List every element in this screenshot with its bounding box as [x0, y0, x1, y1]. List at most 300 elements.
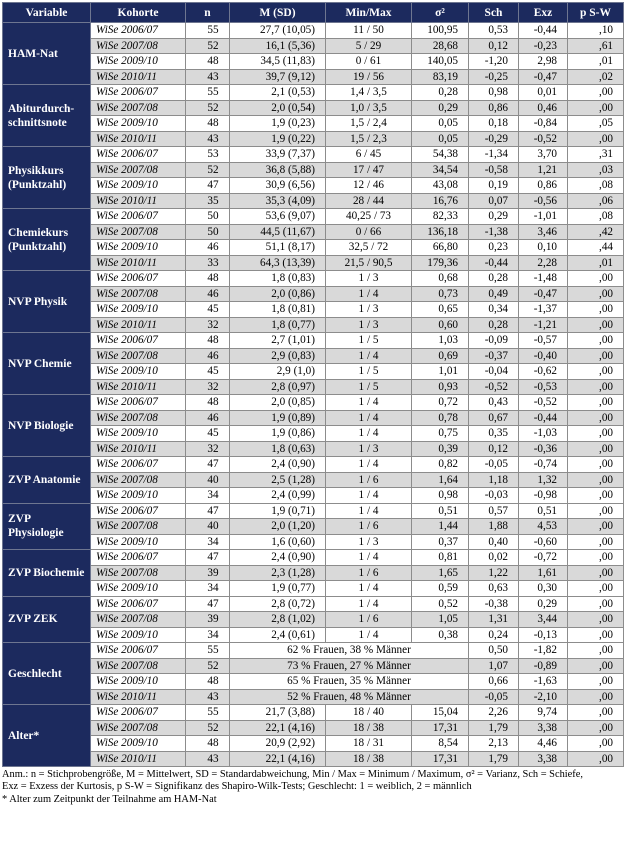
- table-row: [3, 333, 624, 349]
- n-cell: 45: [186, 302, 230, 318]
- excess-cell: -0,57: [519, 333, 568, 349]
- table-row: [3, 23, 624, 39]
- excess-cell: -1,21: [519, 317, 568, 333]
- n-cell: 55: [186, 643, 230, 659]
- cohort-cell: WiSe 2010/11: [91, 441, 186, 457]
- excess-cell: 4,53: [519, 519, 568, 535]
- cohort-cell: WiSe 2009/10: [91, 426, 186, 442]
- skewness-cell: 0,29: [469, 209, 519, 225]
- table-row: [3, 364, 624, 380]
- table-notes: [2, 769, 623, 806]
- cohort-cell: WiSe 2010/11: [91, 131, 186, 147]
- excess-cell: 1,32: [519, 472, 568, 488]
- header-variance: σ²: [412, 3, 469, 23]
- cohort-cell: WiSe 2006/07: [91, 333, 186, 349]
- variance-cell: 0,28: [412, 85, 469, 101]
- variance-cell: 0,69: [412, 348, 469, 364]
- skewness-cell: 0,28: [469, 271, 519, 287]
- variable-label: Chemiekurs (Punktzahl): [3, 209, 91, 271]
- table-row: [3, 255, 624, 271]
- mean-sd-cell: 34,5 (11,83): [230, 54, 326, 70]
- p-sw-cell: ,42: [568, 224, 624, 240]
- p-sw-cell: ,00: [568, 674, 624, 690]
- gender-distribution-cell: 65 % Frauen, 35 % Männer: [230, 674, 469, 690]
- excess-cell: 0,51: [519, 503, 568, 519]
- n-cell: 52: [186, 658, 230, 674]
- excess-cell: -0,40: [519, 348, 568, 364]
- skewness-cell: 0,34: [469, 302, 519, 318]
- header-n: n: [186, 3, 230, 23]
- variance-cell: 0,51: [412, 503, 469, 519]
- p-sw-cell: ,00: [568, 705, 624, 721]
- min-max-cell: 18 / 40: [326, 705, 412, 721]
- p-sw-cell: ,00: [568, 364, 624, 380]
- p-sw-cell: ,00: [568, 565, 624, 581]
- cohort-cell: WiSe 2010/11: [91, 751, 186, 767]
- mean-sd-cell: 20,9 (2,92): [230, 736, 326, 752]
- n-cell: 47: [186, 178, 230, 194]
- table-row: [3, 705, 624, 721]
- p-sw-cell: ,00: [568, 596, 624, 612]
- excess-cell: 0,10: [519, 240, 568, 256]
- variance-cell: 100,95: [412, 23, 469, 39]
- skewness-cell: -0,04: [469, 364, 519, 380]
- n-cell: 39: [186, 612, 230, 628]
- cohort-cell: WiSe 2009/10: [91, 240, 186, 256]
- skewness-cell: 0,40: [469, 534, 519, 550]
- mean-sd-cell: 53,6 (9,07): [230, 209, 326, 225]
- table-row: [3, 565, 624, 581]
- n-cell: 46: [186, 240, 230, 256]
- n-cell: 50: [186, 224, 230, 240]
- p-sw-cell: ,01: [568, 54, 624, 70]
- min-max-cell: 1 / 4: [326, 596, 412, 612]
- n-cell: 48: [186, 395, 230, 411]
- p-sw-cell: ,00: [568, 317, 624, 333]
- excess-cell: 3,44: [519, 612, 568, 628]
- cohort-cell: WiSe 2009/10: [91, 534, 186, 550]
- table-row: [3, 441, 624, 457]
- excess-cell: 2,28: [519, 255, 568, 271]
- p-sw-cell: ,08: [568, 209, 624, 225]
- n-cell: 34: [186, 627, 230, 643]
- p-sw-cell: ,00: [568, 534, 624, 550]
- variable-label: ZVP ZEK: [3, 596, 91, 643]
- min-max-cell: 1 / 5: [326, 364, 412, 380]
- mean-sd-cell: 2,8 (1,02): [230, 612, 326, 628]
- variance-cell: 43,08: [412, 178, 469, 194]
- n-cell: 43: [186, 689, 230, 705]
- variance-cell: 136,18: [412, 224, 469, 240]
- variance-cell: 1,05: [412, 612, 469, 628]
- min-max-cell: 1 / 3: [326, 302, 412, 318]
- statistics-table: [2, 2, 624, 767]
- mean-sd-cell: 27,7 (10,05): [230, 23, 326, 39]
- skewness-cell: -0,05: [469, 457, 519, 473]
- min-max-cell: 1 / 5: [326, 379, 412, 395]
- excess-cell: -1,37: [519, 302, 568, 318]
- variance-cell: 0,52: [412, 596, 469, 612]
- excess-cell: -0,13: [519, 627, 568, 643]
- cohort-cell: WiSe 2010/11: [91, 317, 186, 333]
- excess-cell: 1,61: [519, 565, 568, 581]
- p-sw-cell: ,06: [568, 193, 624, 209]
- skewness-cell: 0,12: [469, 441, 519, 457]
- skewness-cell: 1,18: [469, 472, 519, 488]
- cohort-cell: WiSe 2007/08: [91, 658, 186, 674]
- excess-cell: -0,47: [519, 69, 568, 85]
- p-sw-cell: ,00: [568, 131, 624, 147]
- skewness-cell: 1,88: [469, 519, 519, 535]
- variance-cell: 17,31: [412, 720, 469, 736]
- variance-cell: 0,98: [412, 488, 469, 504]
- variance-cell: 0,29: [412, 100, 469, 116]
- mean-sd-cell: 21,7 (3,88): [230, 705, 326, 721]
- variance-cell: 15,04: [412, 705, 469, 721]
- excess-cell: 0,86: [519, 178, 568, 194]
- table-row: [3, 596, 624, 612]
- n-cell: 39: [186, 565, 230, 581]
- min-max-cell: 32,5 / 72: [326, 240, 412, 256]
- min-max-cell: 1 / 6: [326, 472, 412, 488]
- mean-sd-cell: 2,4 (0,99): [230, 488, 326, 504]
- p-sw-cell: ,02: [568, 69, 624, 85]
- table-row: [3, 581, 624, 597]
- min-max-cell: 0 / 61: [326, 54, 412, 70]
- p-sw-cell: ,00: [568, 85, 624, 101]
- skewness-cell: 1,31: [469, 612, 519, 628]
- excess-cell: -1,01: [519, 209, 568, 225]
- n-cell: 40: [186, 519, 230, 535]
- n-cell: 47: [186, 457, 230, 473]
- min-max-cell: 21,5 / 90,5: [326, 255, 412, 271]
- skewness-cell: 0,66: [469, 674, 519, 690]
- p-sw-cell: ,00: [568, 612, 624, 628]
- excess-cell: -0,44: [519, 410, 568, 426]
- skewness-cell: -0,38: [469, 596, 519, 612]
- min-max-cell: 18 / 38: [326, 751, 412, 767]
- variance-cell: 0,93: [412, 379, 469, 395]
- mean-sd-cell: 51,1 (8,17): [230, 240, 326, 256]
- variance-cell: 0,68: [412, 271, 469, 287]
- p-sw-cell: ,00: [568, 472, 624, 488]
- excess-cell: 9,74: [519, 705, 568, 721]
- table-row: [3, 317, 624, 333]
- min-max-cell: 40,25 / 73: [326, 209, 412, 225]
- skewness-cell: -1,38: [469, 224, 519, 240]
- min-max-cell: 1 / 4: [326, 286, 412, 302]
- gender-distribution-cell: 73 % Frauen, 27 % Männer: [230, 658, 469, 674]
- table-row: [3, 534, 624, 550]
- table-row: [3, 162, 624, 178]
- excess-cell: 3,46: [519, 224, 568, 240]
- skewness-cell: 0,19: [469, 178, 519, 194]
- table-row: [3, 271, 624, 287]
- min-max-cell: 1 / 4: [326, 627, 412, 643]
- min-max-cell: 1,5 / 2,4: [326, 116, 412, 132]
- variable-label: Geschlecht: [3, 643, 91, 705]
- mean-sd-cell: 1,9 (0,77): [230, 581, 326, 597]
- table-row: [3, 286, 624, 302]
- excess-cell: -2,10: [519, 689, 568, 705]
- excess-cell: 0,30: [519, 581, 568, 597]
- gender-distribution-cell: 62 % Frauen, 38 % Männer: [230, 643, 469, 659]
- variance-cell: 0,38: [412, 627, 469, 643]
- min-max-cell: 18 / 31: [326, 736, 412, 752]
- excess-cell: 2,98: [519, 54, 568, 70]
- p-sw-cell: ,00: [568, 519, 624, 535]
- table-row: [3, 751, 624, 767]
- skewness-cell: -0,44: [469, 255, 519, 271]
- min-max-cell: 1 / 3: [326, 317, 412, 333]
- cohort-cell: WiSe 2007/08: [91, 720, 186, 736]
- skewness-cell: 0,86: [469, 100, 519, 116]
- variable-label: ZVP Biochemie: [3, 550, 91, 597]
- min-max-cell: 1 / 4: [326, 348, 412, 364]
- gender-distribution-cell: 52 % Frauen, 48 % Männer: [230, 689, 469, 705]
- min-max-cell: 1,0 / 3,5: [326, 100, 412, 116]
- variable-label: ZVP Physiologie: [3, 503, 91, 550]
- p-sw-cell: ,00: [568, 441, 624, 457]
- cohort-cell: WiSe 2006/07: [91, 271, 186, 287]
- cohort-cell: WiSe 2006/07: [91, 147, 186, 163]
- p-sw-cell: ,00: [568, 271, 624, 287]
- skewness-cell: 1,79: [469, 720, 519, 736]
- p-sw-cell: ,00: [568, 689, 624, 705]
- excess-cell: -0,98: [519, 488, 568, 504]
- variance-cell: 140,05: [412, 54, 469, 70]
- min-max-cell: 0 / 66: [326, 224, 412, 240]
- mean-sd-cell: 35,3 (4,09): [230, 193, 326, 209]
- variable-label: NVP Chemie: [3, 333, 91, 395]
- variable-label: Physikkurs (Punktzahl): [3, 147, 91, 209]
- mean-sd-cell: 2,4 (0,90): [230, 457, 326, 473]
- table-row: [3, 720, 624, 736]
- mean-sd-cell: 1,8 (0,83): [230, 271, 326, 287]
- p-sw-cell: ,01: [568, 255, 624, 271]
- n-cell: 52: [186, 38, 230, 54]
- mean-sd-cell: 39,7 (9,12): [230, 69, 326, 85]
- cohort-cell: WiSe 2009/10: [91, 364, 186, 380]
- skewness-cell: -1,20: [469, 54, 519, 70]
- n-cell: 43: [186, 131, 230, 147]
- min-max-cell: 1 / 6: [326, 612, 412, 628]
- table-row: [3, 395, 624, 411]
- mean-sd-cell: 2,8 (0,97): [230, 379, 326, 395]
- table-row: [3, 348, 624, 364]
- min-max-cell: 17 / 47: [326, 162, 412, 178]
- p-sw-cell: ,10: [568, 23, 624, 39]
- variable-label: HAM-Nat: [3, 23, 91, 85]
- mean-sd-cell: 1,9 (0,71): [230, 503, 326, 519]
- cohort-cell: WiSe 2006/07: [91, 503, 186, 519]
- n-cell: 32: [186, 317, 230, 333]
- skewness-cell: -0,37: [469, 348, 519, 364]
- cohort-cell: WiSe 2010/11: [91, 69, 186, 85]
- p-sw-cell: ,00: [568, 333, 624, 349]
- header-row: [3, 3, 624, 23]
- cohort-cell: WiSe 2006/07: [91, 457, 186, 473]
- n-cell: 46: [186, 348, 230, 364]
- cohort-cell: WiSe 2009/10: [91, 178, 186, 194]
- cohort-cell: WiSe 2010/11: [91, 689, 186, 705]
- cohort-cell: WiSe 2006/07: [91, 23, 186, 39]
- mean-sd-cell: 2,3 (1,28): [230, 565, 326, 581]
- p-sw-cell: ,00: [568, 100, 624, 116]
- variance-cell: 54,38: [412, 147, 469, 163]
- table-row: [3, 643, 624, 659]
- table-row: [3, 503, 624, 519]
- cohort-cell: WiSe 2009/10: [91, 488, 186, 504]
- cohort-cell: WiSe 2007/08: [91, 612, 186, 628]
- skewness-cell: 2,26: [469, 705, 519, 721]
- mean-sd-cell: 2,4 (0,90): [230, 550, 326, 566]
- n-cell: 48: [186, 116, 230, 132]
- excess-cell: 4,46: [519, 736, 568, 752]
- cohort-cell: WiSe 2007/08: [91, 410, 186, 426]
- table-row: [3, 54, 624, 70]
- min-max-cell: 1 / 4: [326, 426, 412, 442]
- skewness-cell: -0,25: [469, 69, 519, 85]
- mean-sd-cell: 1,8 (0,81): [230, 302, 326, 318]
- mean-sd-cell: 2,8 (0,72): [230, 596, 326, 612]
- note-line: * Alter zum Zeitpunkt der Teilnahme am HAM-Nat: [2, 793, 217, 805]
- n-cell: 48: [186, 736, 230, 752]
- n-cell: 47: [186, 550, 230, 566]
- min-max-cell: 5 / 29: [326, 38, 412, 54]
- n-cell: 32: [186, 441, 230, 457]
- n-cell: 35: [186, 193, 230, 209]
- p-sw-cell: ,61: [568, 38, 624, 54]
- skewness-cell: -0,52: [469, 379, 519, 395]
- excess-cell: -1,63: [519, 674, 568, 690]
- cohort-cell: WiSe 2007/08: [91, 348, 186, 364]
- min-max-cell: 6 / 45: [326, 147, 412, 163]
- min-max-cell: 1 / 4: [326, 410, 412, 426]
- variance-cell: 0,65: [412, 302, 469, 318]
- cohort-cell: WiSe 2006/07: [91, 643, 186, 659]
- variance-cell: 8,54: [412, 736, 469, 752]
- skewness-cell: 0,98: [469, 85, 519, 101]
- variable-label: NVP Biologie: [3, 395, 91, 457]
- excess-cell: -0,72: [519, 550, 568, 566]
- mean-sd-cell: 1,9 (0,23): [230, 116, 326, 132]
- cohort-cell: WiSe 2007/08: [91, 565, 186, 581]
- p-sw-cell: ,00: [568, 751, 624, 767]
- variance-cell: 28,68: [412, 38, 469, 54]
- variable-label: NVP Physik: [3, 271, 91, 333]
- table-row: [3, 410, 624, 426]
- min-max-cell: 1 / 4: [326, 550, 412, 566]
- variance-cell: 179,36: [412, 255, 469, 271]
- skewness-cell: 0,63: [469, 581, 519, 597]
- variable-label: Alter*: [3, 705, 91, 767]
- min-max-cell: 1 / 3: [326, 441, 412, 457]
- header-excess: Exz: [519, 3, 568, 23]
- p-sw-cell: ,00: [568, 550, 624, 566]
- skewness-cell: 2,13: [469, 736, 519, 752]
- table-row: [3, 658, 624, 674]
- excess-cell: 1,21: [519, 162, 568, 178]
- table-row: [3, 131, 624, 147]
- cohort-cell: WiSe 2006/07: [91, 395, 186, 411]
- p-sw-cell: ,03: [568, 162, 624, 178]
- cohort-cell: WiSe 2007/08: [91, 224, 186, 240]
- excess-cell: -1,82: [519, 643, 568, 659]
- excess-cell: -0,62: [519, 364, 568, 380]
- min-max-cell: 1 / 6: [326, 565, 412, 581]
- skewness-cell: -0,09: [469, 333, 519, 349]
- table-row: [3, 472, 624, 488]
- min-max-cell: 1 / 3: [326, 534, 412, 550]
- cohort-cell: WiSe 2009/10: [91, 674, 186, 690]
- p-sw-cell: ,00: [568, 720, 624, 736]
- mean-sd-cell: 2,5 (1,28): [230, 472, 326, 488]
- skewness-cell: 0,18: [469, 116, 519, 132]
- variance-cell: 1,65: [412, 565, 469, 581]
- mean-sd-cell: 22,1 (4,16): [230, 751, 326, 767]
- excess-cell: -0,84: [519, 116, 568, 132]
- mean-sd-cell: 1,9 (0,86): [230, 426, 326, 442]
- variance-cell: 16,76: [412, 193, 469, 209]
- p-sw-cell: ,00: [568, 426, 624, 442]
- p-sw-cell: ,00: [568, 581, 624, 597]
- min-max-cell: 1 / 4: [326, 395, 412, 411]
- p-sw-cell: ,00: [568, 658, 624, 674]
- variance-cell: 1,01: [412, 364, 469, 380]
- n-cell: 46: [186, 286, 230, 302]
- skewness-cell: -0,03: [469, 488, 519, 504]
- excess-cell: 0,01: [519, 85, 568, 101]
- table-row: [3, 627, 624, 643]
- mean-sd-cell: 1,9 (0,89): [230, 410, 326, 426]
- n-cell: 45: [186, 426, 230, 442]
- min-max-cell: 1 / 4: [326, 488, 412, 504]
- mean-sd-cell: 2,1 (0,53): [230, 85, 326, 101]
- header-p-sw: p S-W: [568, 3, 624, 23]
- n-cell: 48: [186, 674, 230, 690]
- cohort-cell: WiSe 2010/11: [91, 255, 186, 271]
- variance-cell: 0,39: [412, 441, 469, 457]
- n-cell: 43: [186, 751, 230, 767]
- skewness-cell: 1,07: [469, 658, 519, 674]
- cohort-cell: WiSe 2010/11: [91, 193, 186, 209]
- skewness-cell: 0,28: [469, 317, 519, 333]
- min-max-cell: 11 / 50: [326, 23, 412, 39]
- table-row: [3, 519, 624, 535]
- min-max-cell: 1 / 4: [326, 457, 412, 473]
- table-row: [3, 550, 624, 566]
- min-max-cell: 1,5 / 2,3: [326, 131, 412, 147]
- mean-sd-cell: 33,9 (7,37): [230, 147, 326, 163]
- excess-cell: -0,44: [519, 23, 568, 39]
- skewness-cell: 0,12: [469, 38, 519, 54]
- mean-sd-cell: 36,8 (5,88): [230, 162, 326, 178]
- mean-sd-cell: 2,0 (0,85): [230, 395, 326, 411]
- excess-cell: 3,38: [519, 751, 568, 767]
- table-row: [3, 736, 624, 752]
- cohort-cell: WiSe 2006/07: [91, 550, 186, 566]
- variance-cell: 0,81: [412, 550, 469, 566]
- cohort-cell: WiSe 2007/08: [91, 519, 186, 535]
- n-cell: 55: [186, 705, 230, 721]
- table-row: [3, 457, 624, 473]
- cohort-cell: WiSe 2009/10: [91, 581, 186, 597]
- min-max-cell: 18 / 38: [326, 720, 412, 736]
- min-max-cell: 12 / 46: [326, 178, 412, 194]
- min-max-cell: 28 / 44: [326, 193, 412, 209]
- table-row: [3, 193, 624, 209]
